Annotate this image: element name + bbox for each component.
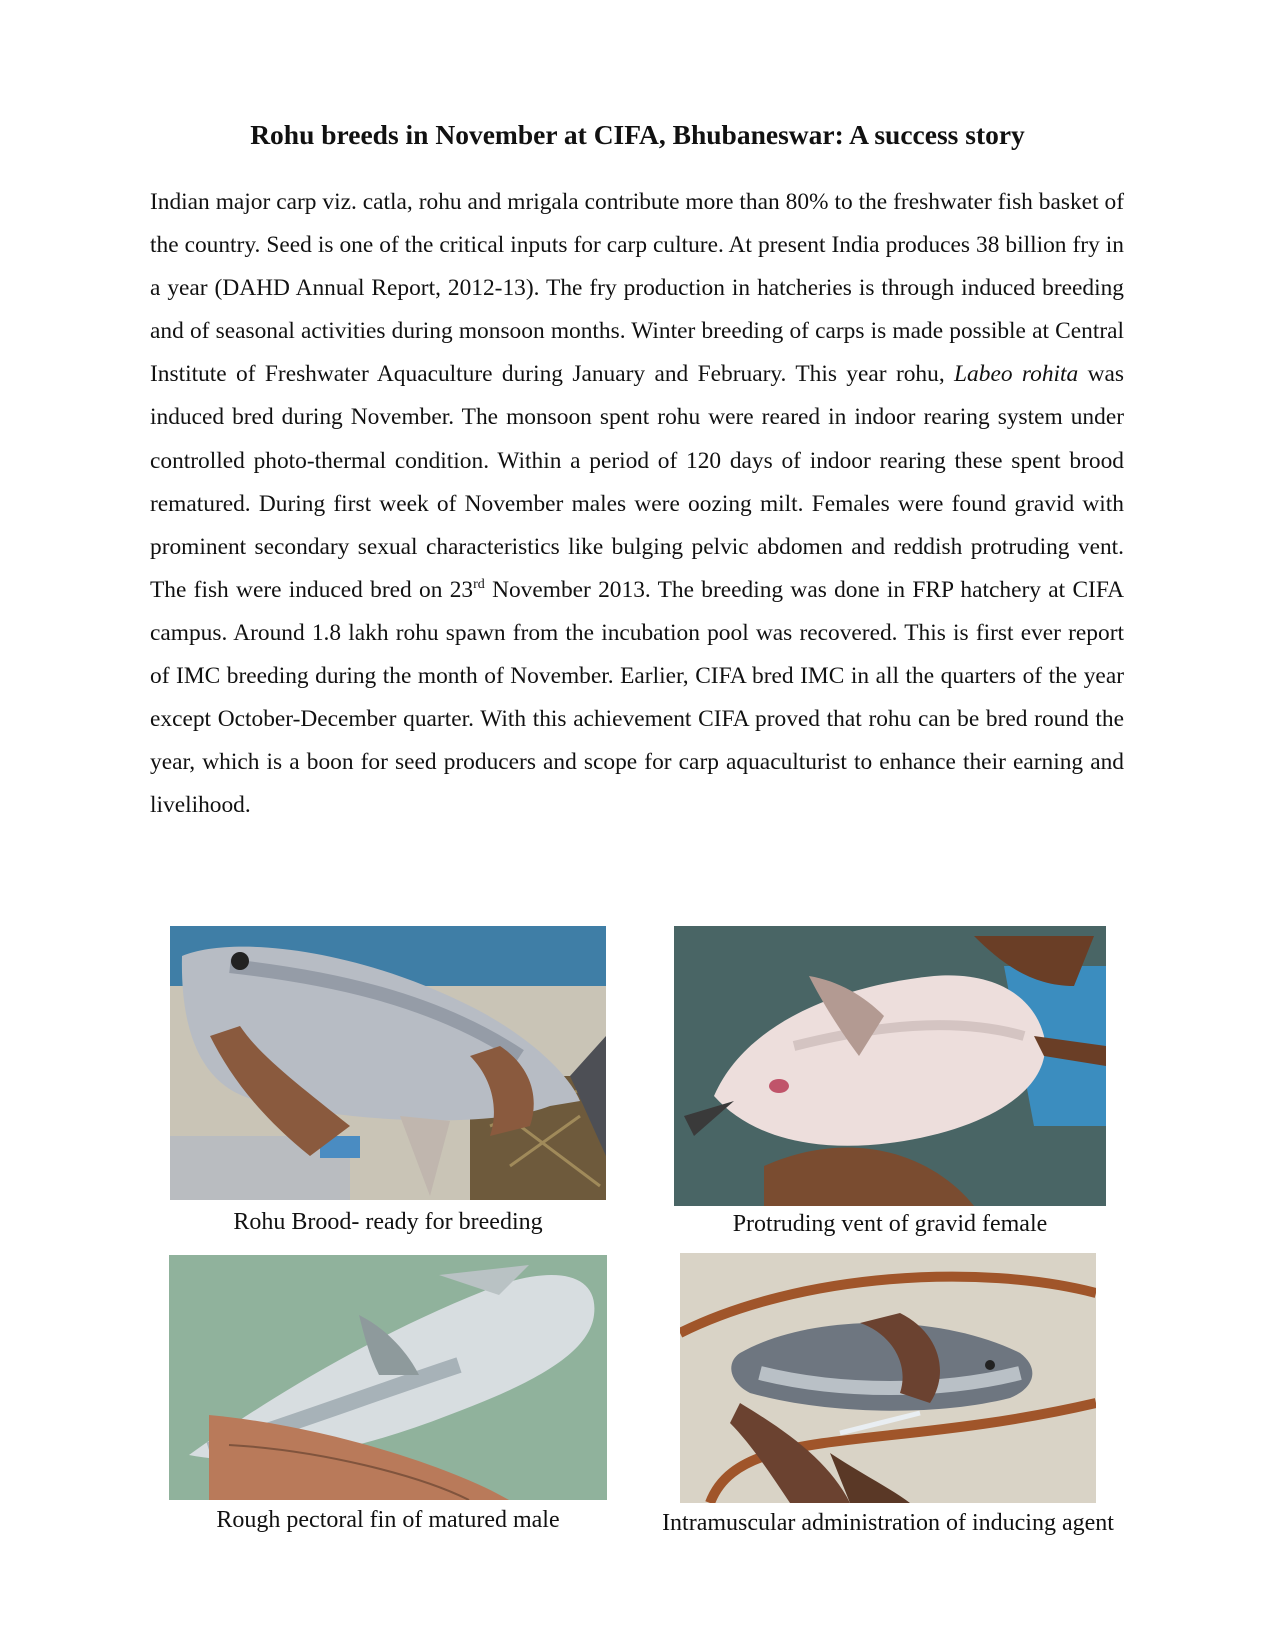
photo-gravid-female: [674, 926, 1106, 1206]
figure-caption-4: Intramuscular administration of inducing agent: [662, 1510, 1114, 1536]
figure-caption-2: Protruding vent of gravid female: [732, 1211, 1048, 1237]
photo-matured-male: [169, 1255, 607, 1500]
paragraph-text-1: Indian major carp viz. catla, rohu and mrigala contribute more than 80% to the freshwater fish basket of the country. Seed is one of the critical inputs for carp culture. At present India produces 38 billion fry in a year (DAHD Annual Report, 2012-13). The fry production in hatcheries is through induced breeding and of seasonal activities during monsoon months. Winter breeding of carps is made possible at Central Institute of Freshwater Aquaculture during January and February. This year rohu,: [150, 189, 1124, 388]
ordinal-superscript: rd: [473, 577, 485, 593]
paragraph-text-2: was induced bred during November. The monsoon spent rohu were reared in indoor rearing system under controlled photo-thermal condition. Within a period of 120 days of indoor rearing these spent brood rematured. During first week of November males were oozing milt. Females were found gravid with prominent secondary sexual characteristics like bulging pelvic abdomen and reddish protruding vent. The fish were induced bred on 23: [150, 361, 1124, 603]
photo-injection: [680, 1253, 1096, 1503]
figure-caption-3: Rough pectoral fin of matured male: [216, 1507, 560, 1533]
figure-caption-1: Rohu Brood- ready for breeding: [233, 1209, 543, 1235]
photo-rohu-brood: [170, 926, 606, 1200]
species-name: Labeo rohita: [954, 361, 1079, 388]
paragraph-text-3: November 2013. The breeding was done in FRP hatchery at CIFA campus. Around 1.8 lakh rohu spawn from the incubation pool was recovered. This is first ever report of IMC breeding during the month of November. Earlier, CIFA bred IMC in all the quarters of the year except October-December quarter. With this achievement CIFA proved that rohu can be bred round the year, which is a boon for seed producers and scope for carp aquaculturist to enhance their earning and livelihood.: [150, 576, 1124, 819]
body-paragraph: [150, 181, 1124, 827]
document-title: Rohu breeds in November at CIFA, Bhubaneswar: A success story: [250, 119, 1025, 150]
